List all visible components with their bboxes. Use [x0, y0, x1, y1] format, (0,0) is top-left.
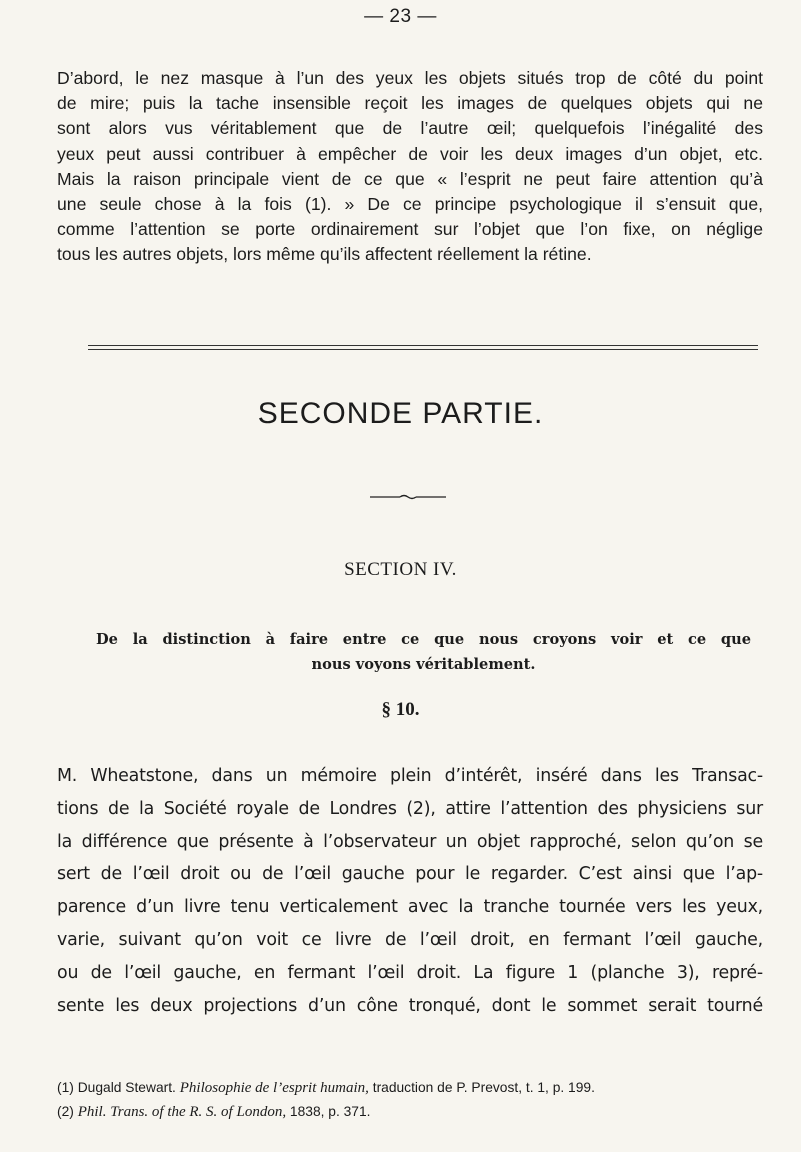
top-paragraph: [57, 66, 763, 268]
text-line: la différence que présente à l’observateur un objet rapproché, selon qu’on se: [57, 831, 763, 852]
part-title: SECONDE PARTIE.: [257, 397, 544, 430]
section-title: SECTION IV.: [344, 559, 457, 580]
footnote-text: Dugald Stewart.: [77, 1080, 176, 1095]
page-number: — 23 —: [364, 6, 437, 27]
text-line: Mais la raison principale vient de ce que « l’esprit ne peut faire attention qu’à: [57, 168, 763, 189]
footnote-text: traduction de P. Prevost, t. 1, p. 199.: [372, 1080, 595, 1095]
text-line: yeux peut aussi contribuer à empêcher de voir les deux images d’un objet, etc.: [57, 143, 763, 164]
section-subtitle: [96, 627, 751, 677]
footnote: [57, 1100, 763, 1124]
text-line: tions de la Société royale de Londres (2), attire l’attention des physiciens sur: [57, 798, 763, 819]
text-line: sont alors vus véritablement que de l’autre œil; quelquefois l’inégalité des: [57, 118, 763, 139]
subtitle-line: De la distinction à faire entre ce que nous croyons voir et ce que: [96, 631, 751, 648]
subtitle-line: nous voyons véritablement.: [311, 656, 536, 673]
text-line: parence d’un livre tenu verticalement avec la tranche tournée vers les yeux,: [57, 897, 763, 918]
text-line: ou de l’œil gauche, en fermant l’œil droit. La figure 1 (planche 3), repré-: [57, 962, 763, 983]
text-line: M. Wheatstone, dans un mémoire plein d’intérêt, inséré dans les Transac-: [57, 766, 763, 786]
paragraph-number: § 10.: [381, 699, 420, 720]
footnote: [57, 1076, 763, 1100]
text-line: sert de l’œil droit ou de l’œil gauche pour le regarder. C’est ainsi que l’ap-: [57, 864, 763, 885]
footnote-number: (1): [57, 1080, 74, 1095]
footnote-number: (2): [57, 1104, 74, 1119]
text-line: une seule chose à la fois (1). » De ce principe psychologique il s’ensuit que,: [57, 194, 763, 215]
footnote-title: Philosophie de l’esprit humain,: [179, 1080, 369, 1096]
text-line: tous les autres objets, lors même qu’ils affectent réellement la rétine.: [57, 244, 592, 265]
text-line: de mire; puis la tache insensible reçoit les images de quelques objets qui ne: [57, 93, 763, 114]
footnote-title: Phil. Trans. of the R. S. of London,: [77, 1104, 287, 1120]
main-paragraph: [57, 760, 763, 1022]
footnote-text: 1838, p. 371.: [289, 1104, 371, 1119]
ornament-divider: [370, 494, 446, 500]
text-line: comme l’attention se porte ordinairement sur l’objet que l’on fixe, on néglige: [57, 219, 763, 240]
text-line: varie, suivant qu’on voit ce livre de l’œil droit, en fermant l’œil gauche,: [57, 929, 763, 950]
text-line: sente les deux projections d’un cône tronqué, dont le sommet serait tourné: [57, 995, 763, 1016]
text-line: D’abord, le nez masque à l’un des yeux les objets situés trop de côté du point: [57, 68, 763, 88]
double-rule-divider: [88, 345, 758, 350]
footnotes: [57, 1076, 763, 1124]
